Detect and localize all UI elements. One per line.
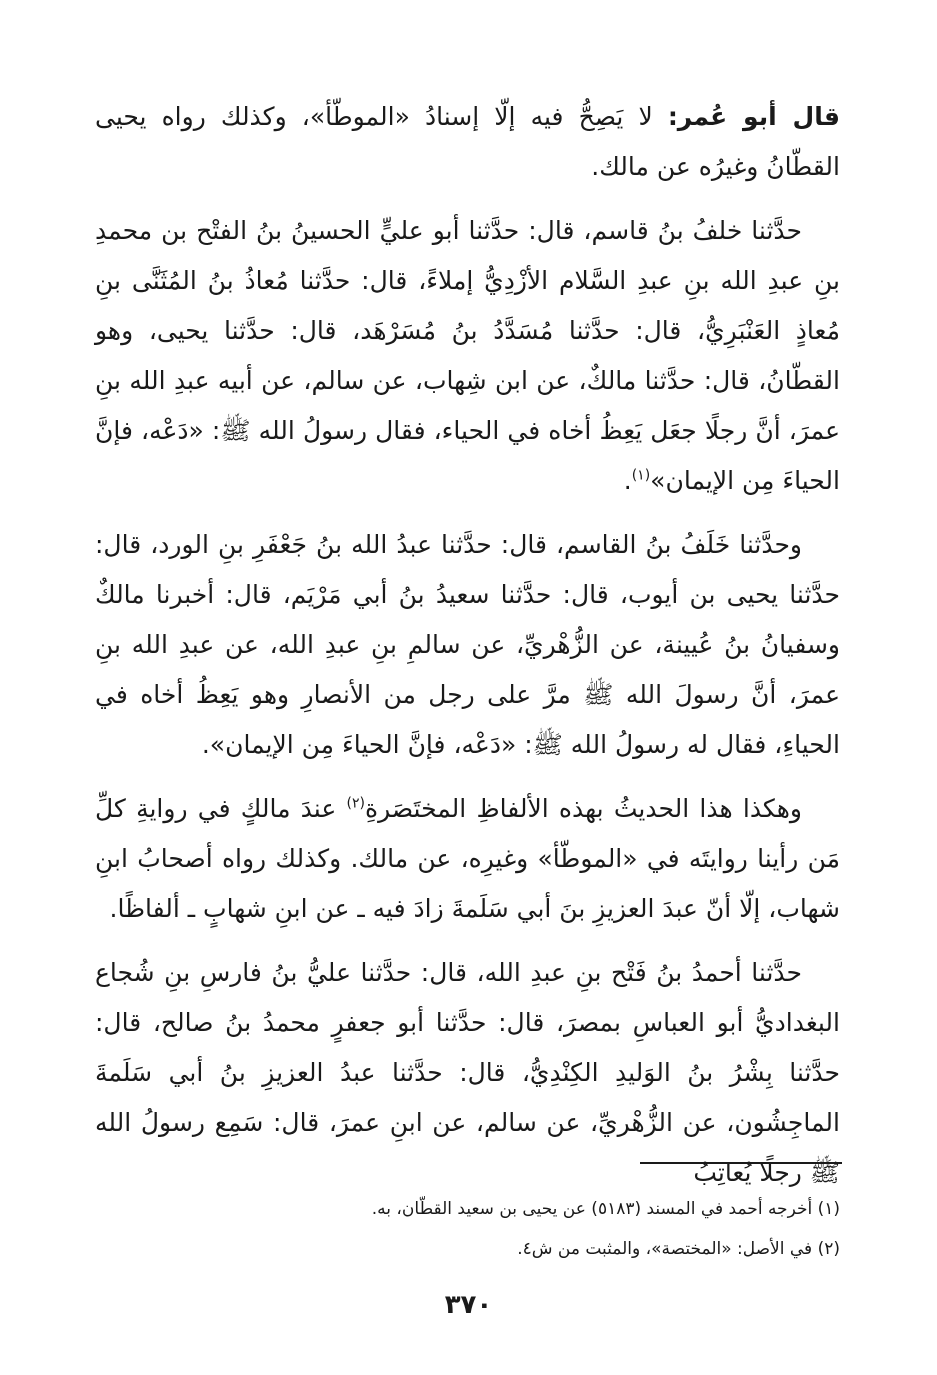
paragraph-1 [95,92,840,192]
footnote-ref-2[interactable]: (٢) [346,795,365,812]
main-text [95,92,840,1212]
paragraph-tail: عندَ مالكٍ في روايةِ كلِّ مَن رأينا روايتَه في «الموطّأ» وغيرِه، عن مالك. وكذلك رواه أصحابُ ابنِ شهاب، إلّا أنّ عبدَ العزيزِ بنَ أبي سَلَمةَ زادَ فيه ـ عن ابنِ شهابٍ ـ ألفاظًا. [95,794,840,923]
paragraph-3 [95,520,840,770]
page-number: ٣٧٠ [444,1290,493,1320]
footnote-1: (١) أخرجه أحمد في المسند (٥١٨٣) عن يحيى بن سعيد القطّان، به. [371,1199,840,1219]
paragraph-text: وهكذا هذا الحديثُ بهذه الألفاظِ المختَصَرةِ [364,794,802,823]
footnote-ref-1[interactable]: (١) [631,467,651,484]
footnote-divider [640,1162,842,1164]
paragraph-text: حدَّثنا أحمدُ بنُ فَتْح بنِ عبدِ الله، قال: حدَّثنا عليُّ بنُ فارسِ بنِ شُجاع البغداديُّ أبو العباسِ بمصرَ، قال: حدَّثنا أبو جعفرٍ محمدُ بنُ صالح، قال: حدَّثنا بِشْرُ بنُ الوَليدِ الكِنْدِيُّ، قال: حدَّثنا عبدُ العزيزِ بنُ أبي سَلَمةَ الماجِشُون، عن الزُّهْريِّ، عن سالم، عن ابنِ عمرَ، قال: سَمِع رسولُ الله ﷺ رجلًا يُعاتِبُ [95,958,840,1187]
paragraph-text: وحدَّثنا خَلَفُ بنُ القاسم، قال: حدَّثنا عبدُ الله بنُ جَعْفَرِ بنِ الورد، قال: حدَّثنا يحيى بن أيوب، قال: حدَّثنا سعيدُ بنُ أبي مَرْيَم، قال: أخبرنا مالكٌ وسفيانُ بنُ عُيينة، عن الزُّهْريِّ، عن سالمِ بنِ عبدِ الله، عن عبدِ الله بنِ عمرَ، أنَّ رسولَ الله ﷺ مرَّ على رجل من الأنصارِ وهو يَعِظُ أخاه في الحياءِ، فقال له رسولُ الله ﷺ: «دَعْه، فإنَّ الحياءَ مِن الإيمان». [95,530,840,759]
speaker-lead: قال أبو عُمر: [667,102,840,131]
footnotes [95,1192,840,1272]
paragraph-text: لا يَصِحُّ فيه إلّا إسنادُ «الموطّأ»، وكذلك رواه يحيى القطّانُ وغيرُه عن مالك. [95,102,840,181]
paragraph-4 [95,784,840,934]
paragraph-tail: . [623,466,632,495]
paragraph-5 [95,948,840,1198]
footnote-2: (٢) في الأصل: «المختصة»، والمثبت من ش٤. [517,1239,840,1259]
paragraph-text: حدَّثنا خلفُ بنُ قاسم، قال: حدَّثنا أبو عليٍّ الحسينُ بنُ الفتْح بن محمدِ بنِ عبدِ الله بنِ عبدِ السَّلام الأزْدِيُّ إملاءً، قال: حدَّثنا مُعاذُ بنُ المُثَنَّى بنِ مُعاذٍ العَنْبَرِيُّ، قال: حدَّثنا مُسَدَّدُ بنُ مُسَرْهَد، قال: حدَّثنا يحيى، وهو القطّانُ، قال: حدَّثنا مالكٌ، عن ابن شِهاب، عن سالم، عن أبيه عبدِ الله بنِ عمرَ، أنَّ رجلًا جعَل يَعِظُ أخاه في الحياء، فقال رسولُ الله ﷺ: «دَعْه، فإنَّ الحياءَ مِن الإيمان» [95,216,840,495]
paragraph-2 [95,206,840,506]
